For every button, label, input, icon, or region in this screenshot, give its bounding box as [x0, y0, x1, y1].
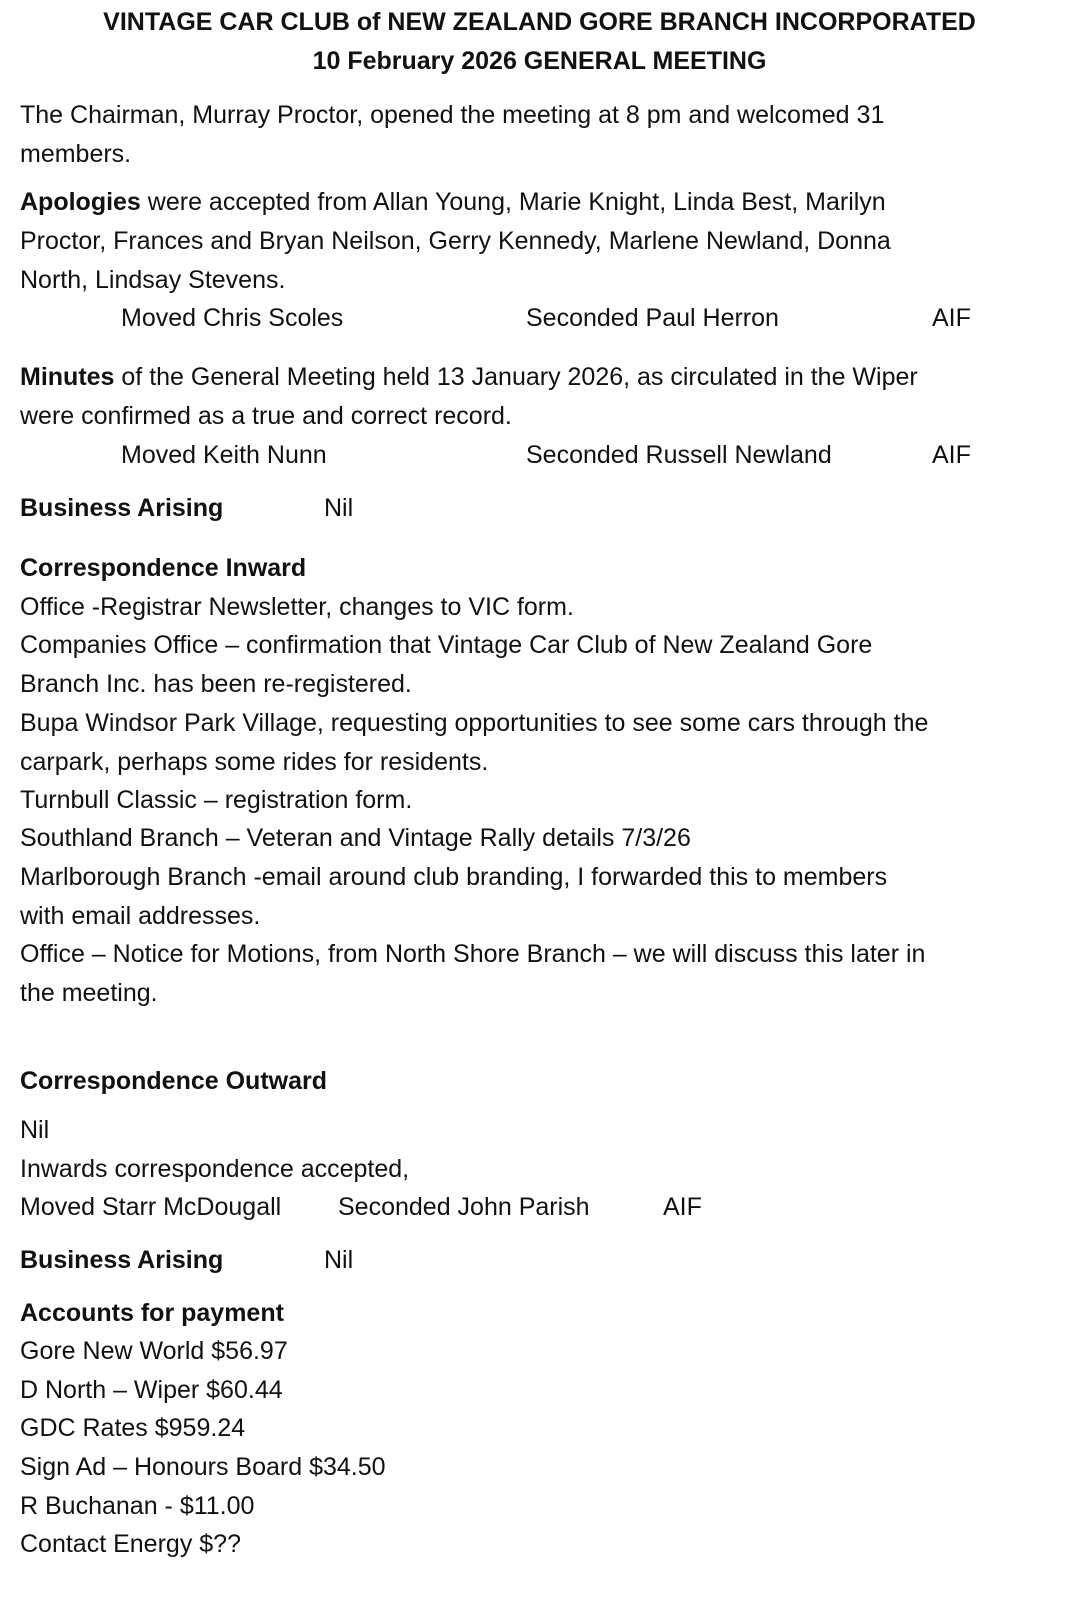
- opening-line-1: The Chairman, Murray Proctor, opened the meeting at 8 pm and welcomed 31: [20, 101, 885, 129]
- minutes-line-2: were confirmed as a true and correct record.: [20, 402, 512, 430]
- correspondence-seconded: Seconded John Parish: [338, 1193, 590, 1221]
- apologies-text: were accepted from Allan Young, Marie Knight, Linda Best, Marilyn: [140, 188, 886, 216]
- correspondence-inward-item: with email addresses.: [20, 902, 261, 930]
- account-item: R Buchanan - $11.00: [20, 1492, 255, 1520]
- apologies-result: AIF: [932, 304, 971, 332]
- minutes-result: AIF: [932, 441, 971, 469]
- apologies-line-2: Proctor, Frances and Bryan Neilson, Gerry Kennedy, Marlene Newland, Donna: [20, 227, 891, 255]
- minutes-moved: Moved Keith Nunn: [121, 441, 327, 469]
- opening-line-2: members.: [20, 140, 132, 168]
- correspondence-inward-item: carpark, perhaps some rides for residents.: [20, 748, 489, 776]
- apologies-seconded: Seconded Paul Herron: [526, 304, 779, 332]
- correspondence-inward-item: Office -Registrar Newsletter, changes to VIC form.: [20, 593, 574, 621]
- correspondence-inward-item: Marlborough Branch -email around club branding, I forwarded this to members: [20, 863, 888, 891]
- document-title: VINTAGE CAR CLUB of NEW ZEALAND GORE BRANCH INCORPORATED: [103, 8, 976, 36]
- minutes-text: of the General Meeting held 13 January 2026, as circulated in the Wiper: [114, 363, 918, 391]
- business-arising-heading: Business Arising: [20, 494, 224, 522]
- correspondence-inward-item: Turnbull Classic – registration form.: [20, 786, 413, 814]
- apologies-line-3: North, Lindsay Stevens.: [20, 266, 286, 294]
- business-arising-value-2: Nil: [324, 1246, 354, 1274]
- correspondence-result: AIF: [663, 1193, 702, 1221]
- business-arising-heading-2: Business Arising: [20, 1246, 224, 1274]
- correspondence-outward-heading: Correspondence Outward: [20, 1067, 327, 1095]
- correspondence-accepted: Inwards correspondence accepted,: [20, 1155, 410, 1183]
- accounts-heading: Accounts for payment: [20, 1299, 284, 1327]
- correspondence-inward-item: Southland Branch – Veteran and Vintage Rally details 7/3/26: [20, 824, 691, 852]
- minutes-seconded: Seconded Russell Newland: [526, 441, 832, 469]
- correspondence-inward-item: Branch Inc. has been re-registered.: [20, 670, 412, 698]
- apologies-line-1: [20, 190, 886, 215]
- account-item: GDC Rates $959.24: [20, 1414, 246, 1442]
- correspondence-inward-item: the meeting.: [20, 979, 158, 1007]
- minutes-line-1: [20, 365, 918, 390]
- account-item: Contact Energy $??: [20, 1530, 241, 1558]
- correspondence-inward-heading: Correspondence Inward: [20, 554, 307, 582]
- apologies-heading: Apologies: [20, 188, 141, 216]
- correspondence-inward-item: Office – Notice for Motions, from North Shore Branch – we will discuss this later in: [20, 940, 926, 968]
- correspondence-inward-item: Companies Office – confirmation that Vintage Car Club of New Zealand Gore: [20, 631, 873, 659]
- account-item: Sign Ad – Honours Board $34.50: [20, 1453, 386, 1481]
- correspondence-moved: Moved Starr McDougall: [20, 1193, 282, 1221]
- meeting-title: 10 February 2026 GENERAL MEETING: [312, 47, 767, 75]
- minutes-heading: Minutes: [20, 363, 115, 391]
- business-arising-value: Nil: [324, 494, 354, 522]
- correspondence-inward-item: Bupa Windsor Park Village, requesting opportunities to see some cars through the: [20, 709, 929, 737]
- apologies-moved: Moved Chris Scoles: [121, 304, 344, 332]
- account-item: D North – Wiper $60.44: [20, 1376, 283, 1404]
- account-item: Gore New World $56.97: [20, 1337, 288, 1365]
- correspondence-outward-value: Nil: [20, 1116, 50, 1144]
